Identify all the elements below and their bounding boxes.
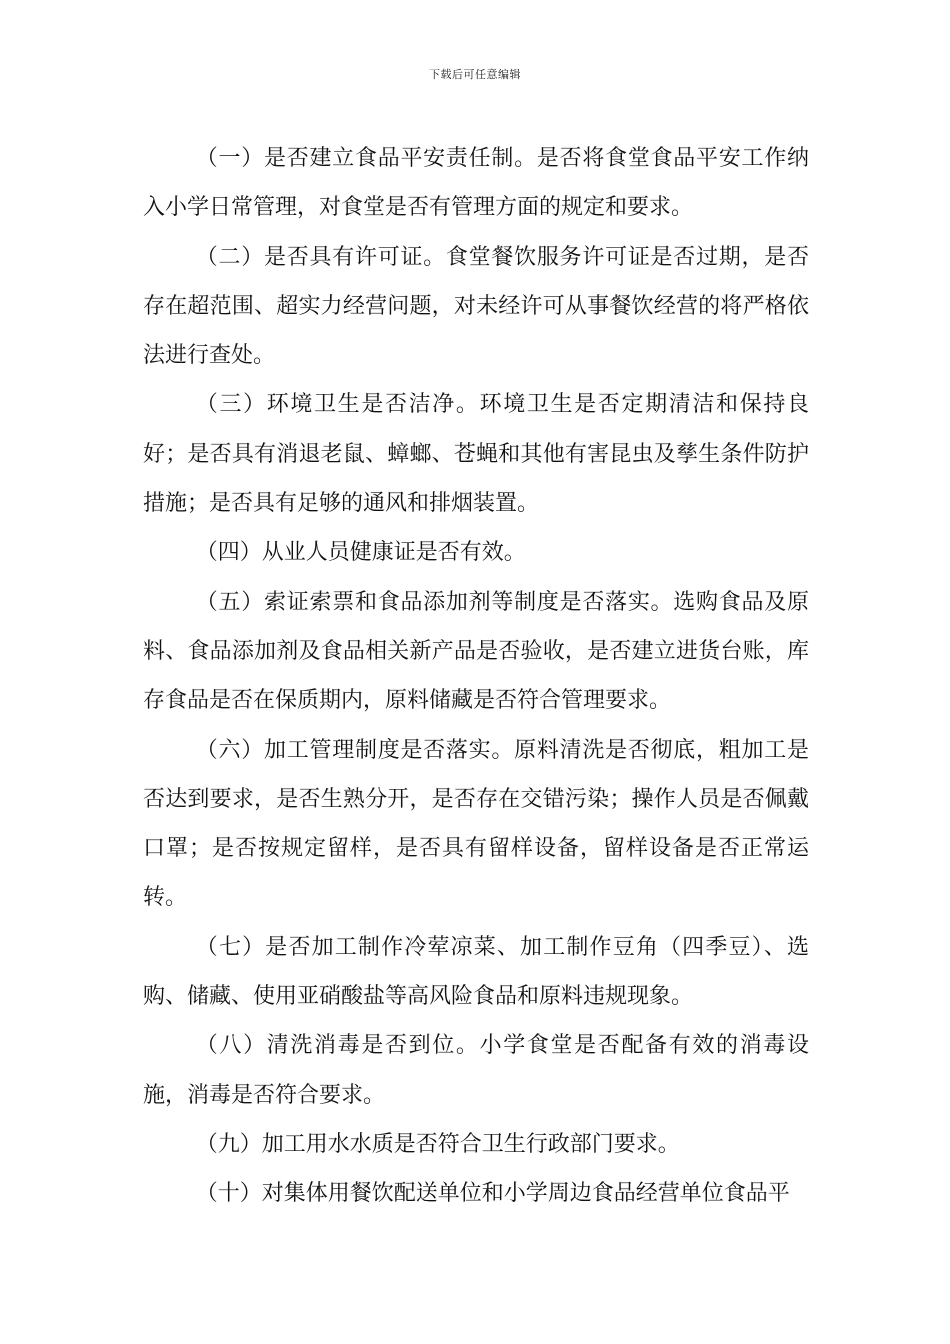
paragraph-item-7: （七）是否加工制作冷荤凉菜、加工制作豆角（四季豆）、选购、储藏、使用亚硝酸盐等高风险食品和原料违规现象。 xyxy=(143,934,809,1010)
paragraph-item-2: （二）是否具有许可证。食堂餐饮服务许可证是否过期，是否存在超范围、超实力经营问题，对未经许可从事餐饮经营的将严格依法进行查处。 xyxy=(143,244,809,369)
paragraph-item-10: （十）对集体用餐饮配送单位和小学周边食品经营单位食品平 xyxy=(195,1181,790,1207)
paragraph-item-5: （五）索证索票和食品添加剂等制度是否落实。选购食品及原料、食品添加剂及食品相关新产品是否验收，是否建立进货台账，库存食品是否在保质期内，原料储藏是否符合管理要求。 xyxy=(143,589,809,714)
paragraph-item-6: （六）加工管理制度是否落实。原料清洗是否彻底，粗加工是否达到要求，是否生熟分开，是否存在交错污染；操作人员是否佩戴口罩；是否按规定留样，是否具有留样设备，留样设备是否正常运转。 xyxy=(143,737,809,911)
paragraph-item-3: （三）环境卫生是否洁净。环境卫生是否定期清洁和保持良好；是否具有消退老鼠、蟑螂、苍蝇和其他有害昆虫及孳生条件防护措施；是否具有足够的通风和排烟装置。 xyxy=(143,392,809,517)
paragraph-item-1: （一）是否建立食品平安责任制。是否将食堂食品平安工作纳入小学日常管理，对食堂是否有管理方面的规定和要求。 xyxy=(143,146,809,221)
page-header-note: 下载后可任意编辑 xyxy=(429,68,521,81)
paragraph-item-4: （四）从业人员健康证是否有效。 xyxy=(195,540,526,566)
document-body xyxy=(143,134,809,1219)
paragraph-item-8: （八）清洗消毒是否到位。小学食堂是否配备有效的消毒设施，消毒是否符合要求。 xyxy=(143,1033,809,1108)
paragraph-item-9: （九）加工用水水质是否符合卫生行政部门要求。 xyxy=(195,1131,680,1157)
